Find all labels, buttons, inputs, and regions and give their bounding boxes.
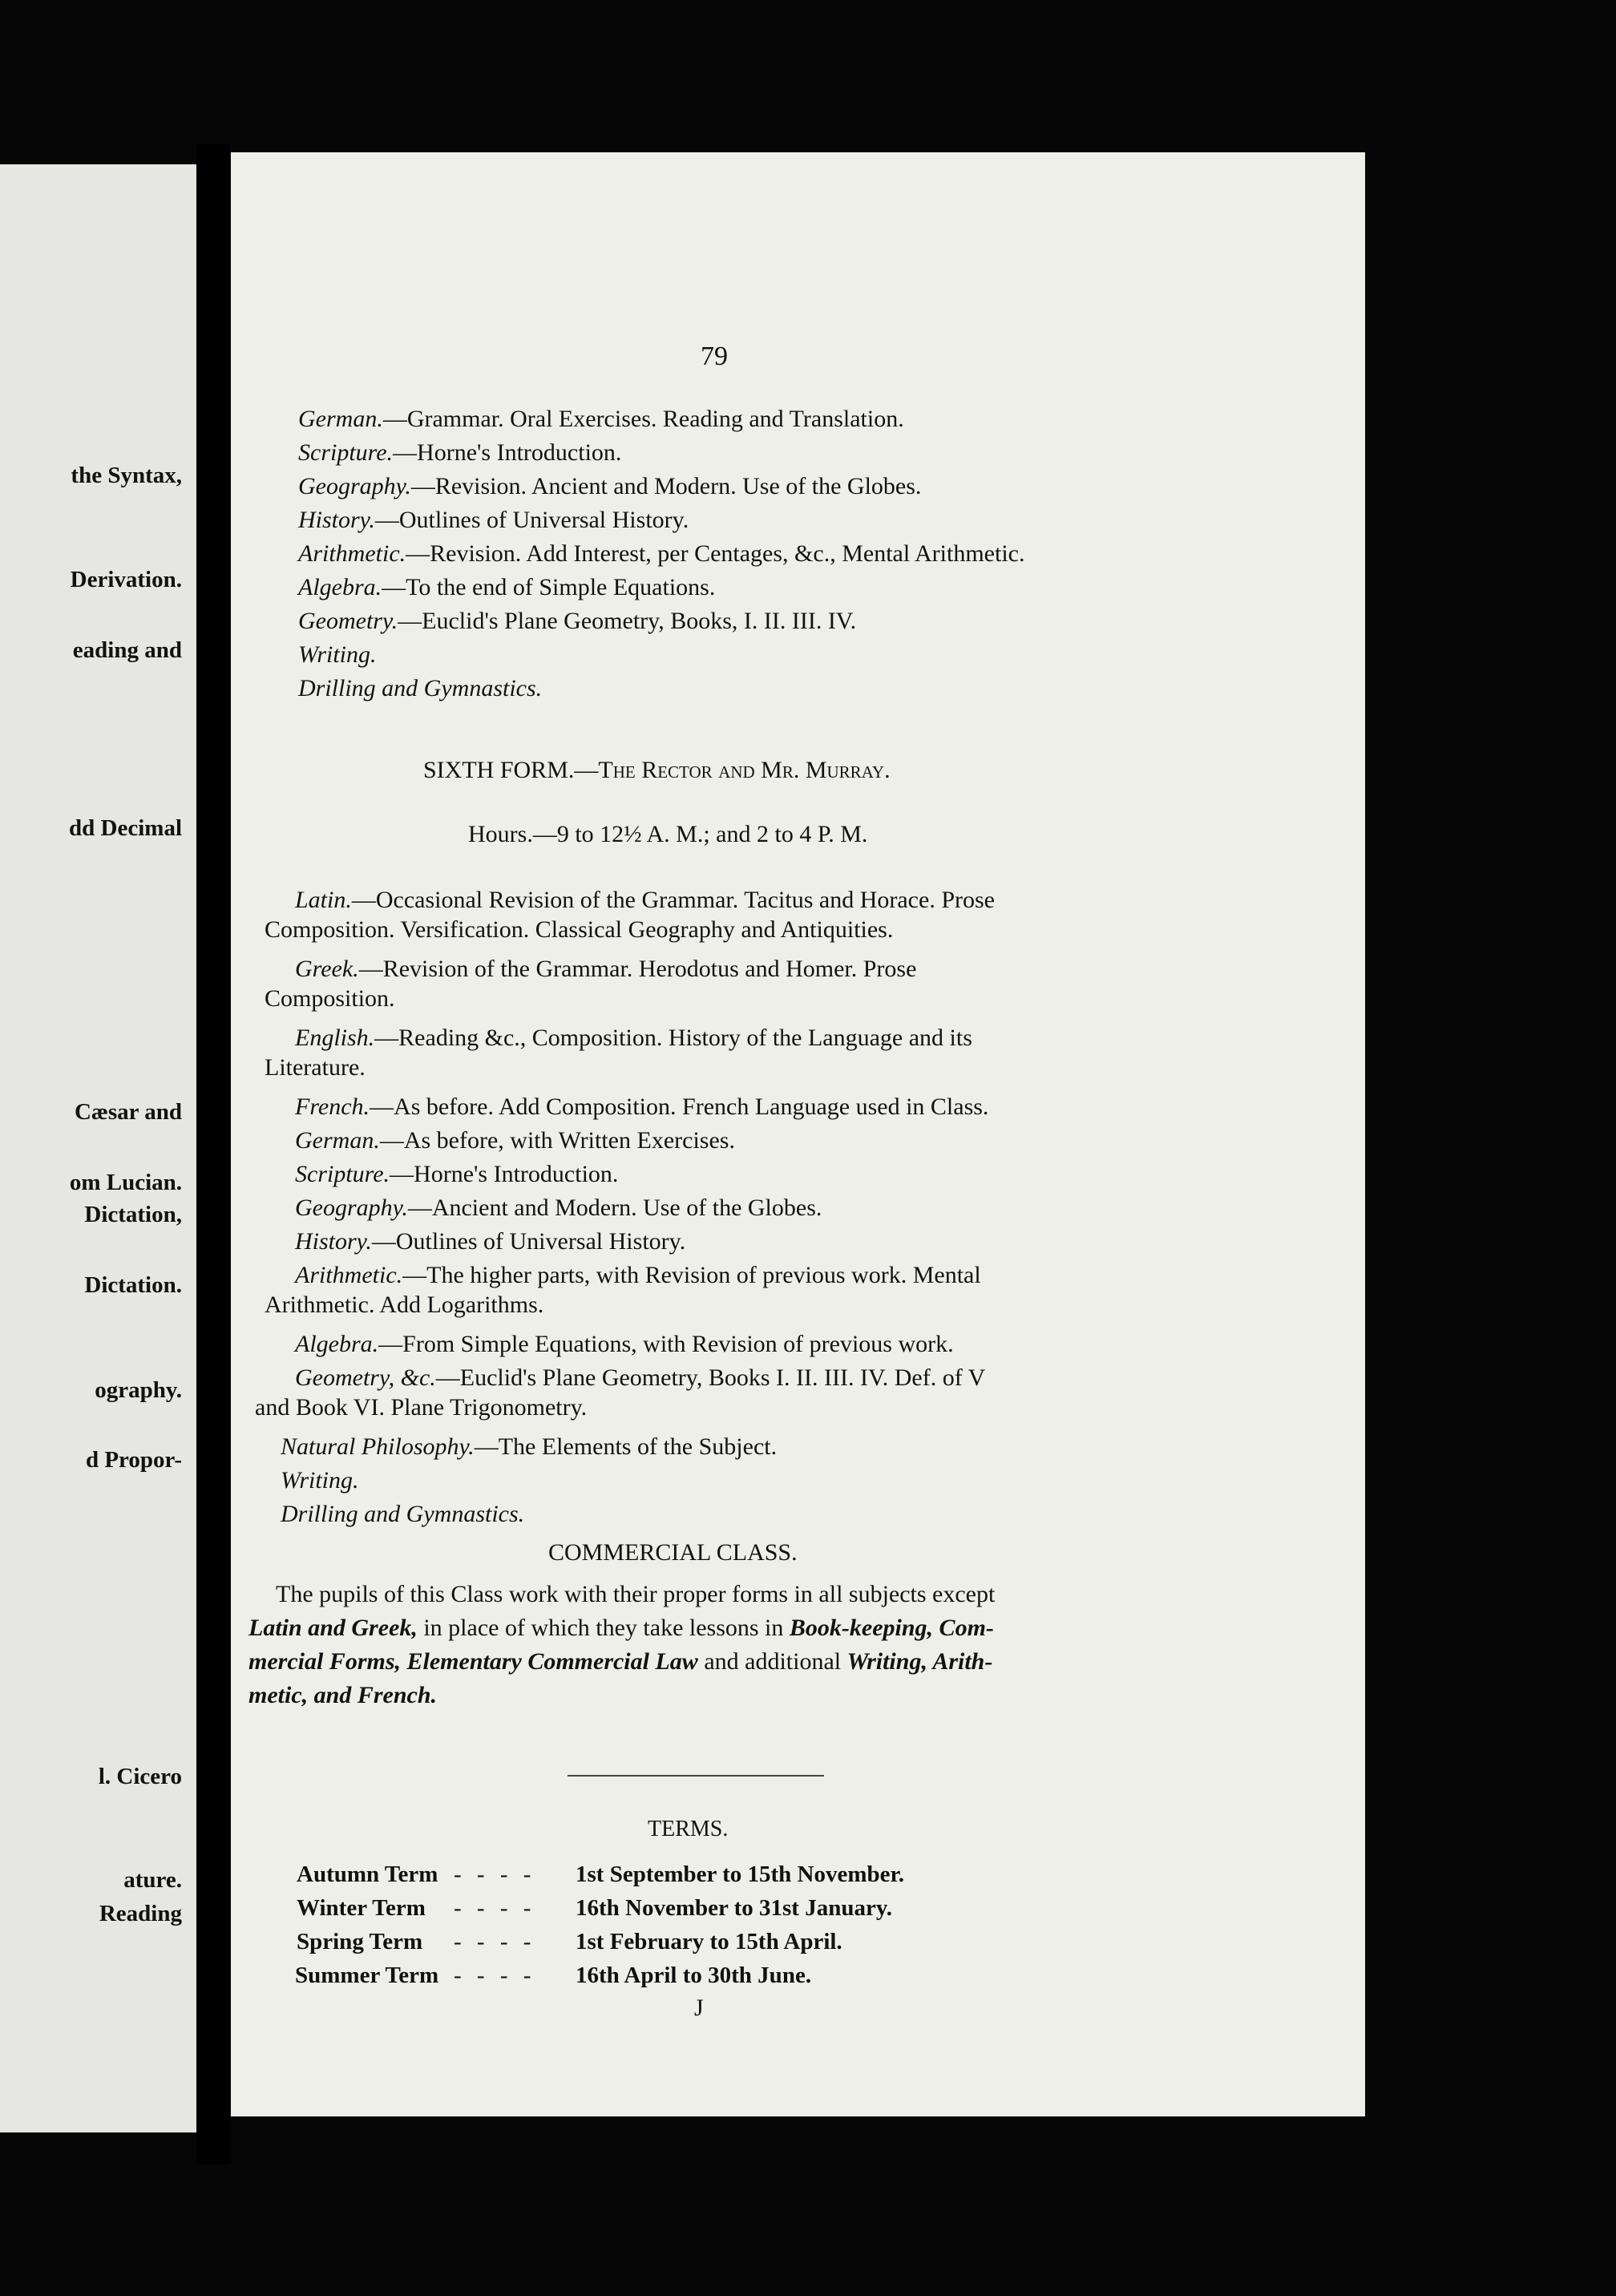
sixth-latin-line (295, 888, 995, 912)
term-dates: 1st September to 15th November. (576, 1861, 904, 1887)
subject-label: German. (295, 1127, 380, 1154)
subject-label: Arithmetic. (298, 540, 406, 567)
subject-label: Natural Philosophy. (281, 1433, 475, 1460)
subject-label: Arithmetic. (295, 1262, 403, 1288)
commercial-line-1: The pupils of this Class work with their proper forms in all subjects except (276, 1581, 996, 1607)
subject-text: —Reading &c., Composition. History of the Language and its (374, 1025, 972, 1051)
left-fragment: the Syntax, (71, 463, 182, 488)
term-dashes: - - - - (454, 1963, 536, 1988)
fifth-writing-line: Writing. (298, 641, 377, 668)
left-fragment: Dictation, (84, 1202, 182, 1227)
left-fragment: Cæsar and (74, 1099, 182, 1125)
sixth-english-line (295, 1026, 972, 1050)
term-name: Winter Term (297, 1895, 426, 1921)
commercial-line-4: metic, and French. (248, 1682, 438, 1708)
left-fragment: ography. (95, 1377, 182, 1403)
fifth-scripture-line (298, 441, 621, 465)
sixth-form-hours: Hours.—9 to 12½ A. M.; and 2 to 4 P. M. (468, 821, 868, 847)
fifth-drilling-line: Drilling and Gymnastics. (298, 675, 543, 701)
term-name: Spring Term (297, 1929, 423, 1954)
commercial-line-3 (248, 1650, 992, 1674)
subject-text: —The higher parts, with Revision of previous work. Mental (402, 1262, 981, 1288)
subject-text: —Euclid's Plane Geometry, Books I. II. III. IV. Def. of V (435, 1364, 986, 1391)
commercial-text: and additional (697, 1648, 847, 1675)
left-fragment: eading and (72, 637, 182, 663)
subject-label: Scripture. (298, 439, 394, 466)
term-dates: 16th April to 30th June. (576, 1963, 812, 1988)
subject-text: —As before, with Written Exercises. (379, 1127, 735, 1154)
subject-label: Geometry, &c. (295, 1364, 436, 1391)
term-dashes: - - - - (454, 1861, 536, 1887)
subject-text: —Occasional Revision of the Grammar. Tacitus and Horace. Prose (351, 887, 995, 913)
fifth-algebra-line (298, 576, 715, 600)
sixth-geometry-line (295, 1366, 985, 1390)
sixth-english-line-2: Literature. (265, 1054, 366, 1081)
subject-text: —Grammar. Oral Exercises. Reading and Translation. (382, 406, 904, 432)
subject-label: History. (298, 507, 375, 533)
commercial-subjects: Writing, Arith- (846, 1648, 993, 1675)
section-divider (568, 1775, 824, 1777)
form-masters: —The Rector and Mr. Murray. (574, 757, 891, 783)
subject-text: —From Simple Equations, with Revision of previous work. (378, 1331, 954, 1357)
page-number: 79 (701, 342, 728, 371)
fifth-geometry-line (298, 609, 856, 633)
left-fragment: l. Cicero (98, 1764, 182, 1789)
subject-label: Greek. (295, 956, 359, 982)
commercial-subjects: Latin and Greek, (248, 1615, 418, 1641)
fifth-arithmetic-line (298, 542, 1024, 566)
subject-label: Scripture. (295, 1161, 390, 1187)
fifth-geography-line (298, 475, 921, 499)
term-dashes: - - - - (454, 1895, 536, 1921)
subject-label: Geography. (298, 473, 411, 499)
sixth-drilling-line: Drilling and Gymnastics. (281, 1501, 525, 1527)
left-fragment: d Propor- (85, 1447, 182, 1473)
fifth-history-line (298, 508, 689, 532)
sixth-latin-line-2: Composition. Versification. Classical Geography and Antiquities. (265, 916, 894, 943)
subject-label: Algebra. (295, 1331, 379, 1357)
subject-text: —Horne's Introduction. (393, 439, 622, 466)
left-fragment: Reading (99, 1901, 182, 1926)
subject-label: Geography. (295, 1194, 408, 1221)
subject-text: —Horne's Introduction. (390, 1161, 619, 1187)
sixth-arithmetic-line-2: Arithmetic. Add Logarithms. (265, 1292, 544, 1318)
left-facing-page (0, 164, 196, 2132)
subject-text: —Revision. Ancient and Modern. Use of the Globes. (410, 473, 922, 499)
left-fragment: Dictation. (84, 1272, 182, 1298)
term-dates: 1st February to 15th April. (576, 1929, 842, 1954)
sixth-writing-line: Writing. (281, 1467, 359, 1494)
subject-text: —Revision of the Grammar. Herodotus and Homer. Prose (358, 956, 917, 982)
subject-text: —Ancient and Modern. Use of the Globes. (407, 1194, 822, 1221)
sixth-arithmetic-line (295, 1263, 981, 1287)
subject-text: —The Elements of the Subject. (474, 1433, 778, 1460)
sixth-german-line (295, 1129, 735, 1153)
subject-text: —Outlines of Universal History. (374, 507, 689, 533)
subject-label: Latin. (295, 887, 352, 913)
term-name: Autumn Term (297, 1861, 438, 1887)
sixth-greek-line (295, 957, 916, 981)
sixth-geography-line (295, 1196, 822, 1220)
subject-text: —Euclid's Plane Geometry, Books, I. II. III. IV. (398, 608, 857, 634)
subject-text: —Revision. Add Interest, per Centages, &c., Mental Arithmetic. (406, 540, 1025, 567)
sixth-algebra-line (295, 1332, 954, 1356)
left-fragment: dd Decimal (69, 815, 182, 841)
commercial-line-2 (248, 1616, 994, 1640)
commercial-text: in place of which they take lessons in (417, 1615, 790, 1641)
commercial-subjects: Book-keeping, Com- (789, 1615, 994, 1641)
signature-mark: J (694, 1995, 704, 2021)
sixth-form-heading (423, 758, 891, 782)
left-fragment: om Lucian. (69, 1170, 182, 1195)
left-fragment: ature. (123, 1867, 182, 1893)
terms-heading: TERMS. (648, 1817, 729, 1841)
sixth-history-line (295, 1230, 685, 1254)
book-page (231, 152, 1365, 2116)
commercial-subjects: mercial Forms, Elementary Commercial Law (248, 1648, 698, 1675)
page-gutter (196, 144, 230, 2165)
subject-label: Algebra. (298, 574, 382, 600)
subject-label: English. (295, 1025, 375, 1051)
subject-label: Geometry. (298, 608, 398, 634)
term-dashes: - - - - (454, 1929, 536, 1954)
subject-label: French. (295, 1093, 370, 1120)
sixth-natural-philosophy-line (281, 1435, 777, 1459)
left-fragment: Derivation. (70, 567, 182, 592)
term-name: Summer Term (295, 1963, 439, 1988)
subject-label: History. (295, 1228, 372, 1255)
sixth-greek-line-2: Composition. (265, 985, 395, 1012)
subject-text: —As before. Add Composition. French Language used in Class. (370, 1093, 989, 1120)
fifth-german-line (298, 407, 904, 431)
commercial-heading: COMMERCIAL CLASS. (548, 1539, 798, 1566)
subject-text: —Outlines of Universal History. (371, 1228, 686, 1255)
sixth-french-line (295, 1095, 988, 1119)
term-dates: 16th November to 31st January. (576, 1895, 892, 1921)
sixth-geometry-line-2: and Book VI. Plane Trigonometry. (255, 1394, 588, 1421)
form-title: SIXTH FORM. (423, 757, 575, 783)
sixth-scripture-line (295, 1162, 618, 1186)
subject-label: German. (298, 406, 383, 432)
subject-text: —To the end of Simple Equations. (382, 574, 716, 600)
